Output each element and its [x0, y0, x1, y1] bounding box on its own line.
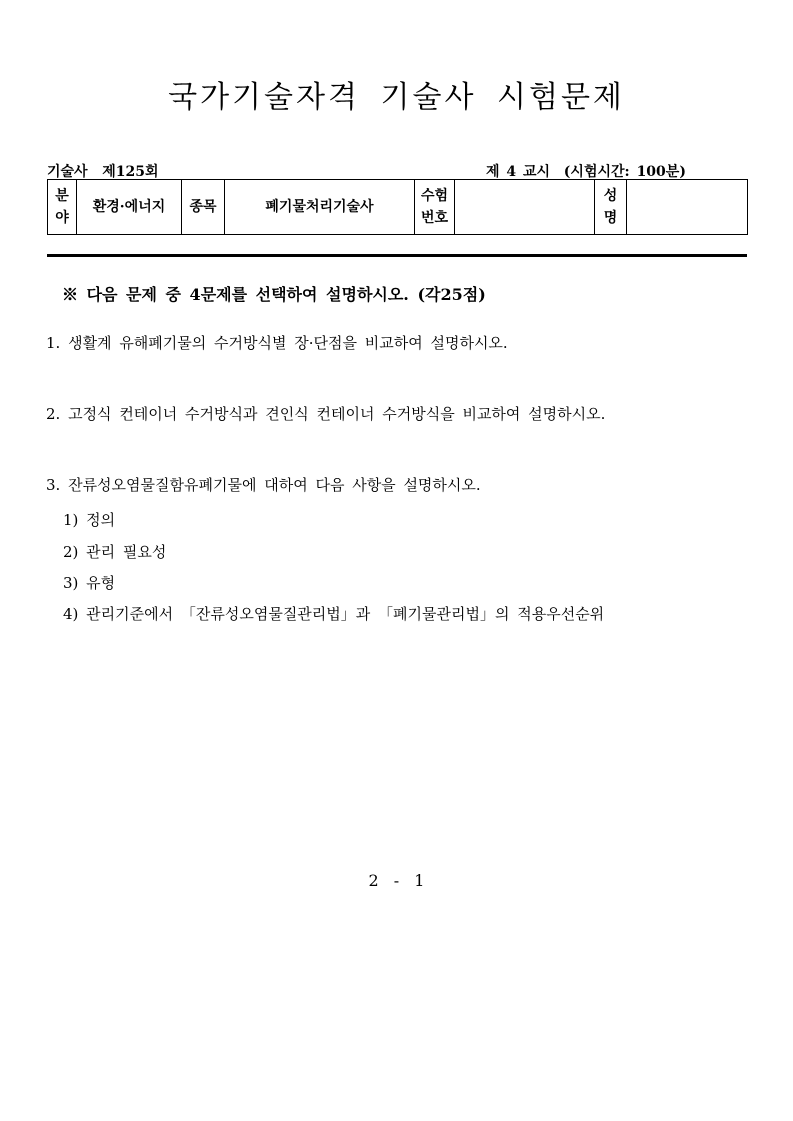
page-title: 국가기술자격 기술사 시험문제: [168, 80, 625, 115]
name-label-line-2: 명: [603, 210, 618, 226]
field-label-cell: [48, 180, 77, 235]
exam-period-label: 제 4 교시 (시험시간: 100분): [486, 164, 686, 180]
instruction-text: ※ 다음 문제 중 4문제를 선택하여 설명하시오. (각25점): [62, 285, 486, 304]
field-label-line-2: 야: [55, 210, 69, 226]
page-number: 2 - 1: [368, 871, 425, 890]
question-3-sub-item-2: 2) 관리 필요성: [63, 543, 167, 561]
exam-number-label-line-2: 번호: [420, 210, 449, 226]
exam-number-label-line-1: 수험: [420, 188, 449, 204]
exam-number-label-cell: [415, 180, 455, 235]
exam-info-table: [47, 179, 748, 235]
category-value-cell: 폐기물처리기술사: [225, 180, 415, 235]
field-label-line-1: 분: [55, 188, 69, 204]
question-3: 3. 잔류성오염물질함유폐기물에 대하여 다음 사항을 설명하시오.: [46, 476, 481, 494]
question-3-sub-item-4: 4) 관리기준에서 「잔류성오염물질관리법」과 「폐기물관리법」의 적용우선순위: [63, 605, 605, 623]
question-2: 2. 고정식 컨테이너 수거방식과 견인식 컨테이너 수거방식을 비교하여 설명하시오.: [46, 405, 606, 423]
name-field[interactable]: [627, 180, 748, 235]
field-value-cell: 환경·에너지: [77, 180, 182, 235]
question-3-sub-item-1: 1) 정의: [63, 511, 116, 529]
question-1: 1. 생활계 유해폐기물의 수거방식별 장·단점을 비교하여 설명하시오.: [46, 334, 508, 352]
category-label-cell: 종목: [182, 180, 225, 235]
name-label-cell: [595, 180, 627, 235]
exam-number-field[interactable]: [455, 180, 595, 235]
section-divider: [47, 254, 747, 257]
exam-session-label: 기술사 제125회: [47, 164, 159, 180]
question-3-sub-item-3: 3) 유형: [63, 574, 116, 592]
name-label-line-1: 성: [603, 188, 618, 204]
